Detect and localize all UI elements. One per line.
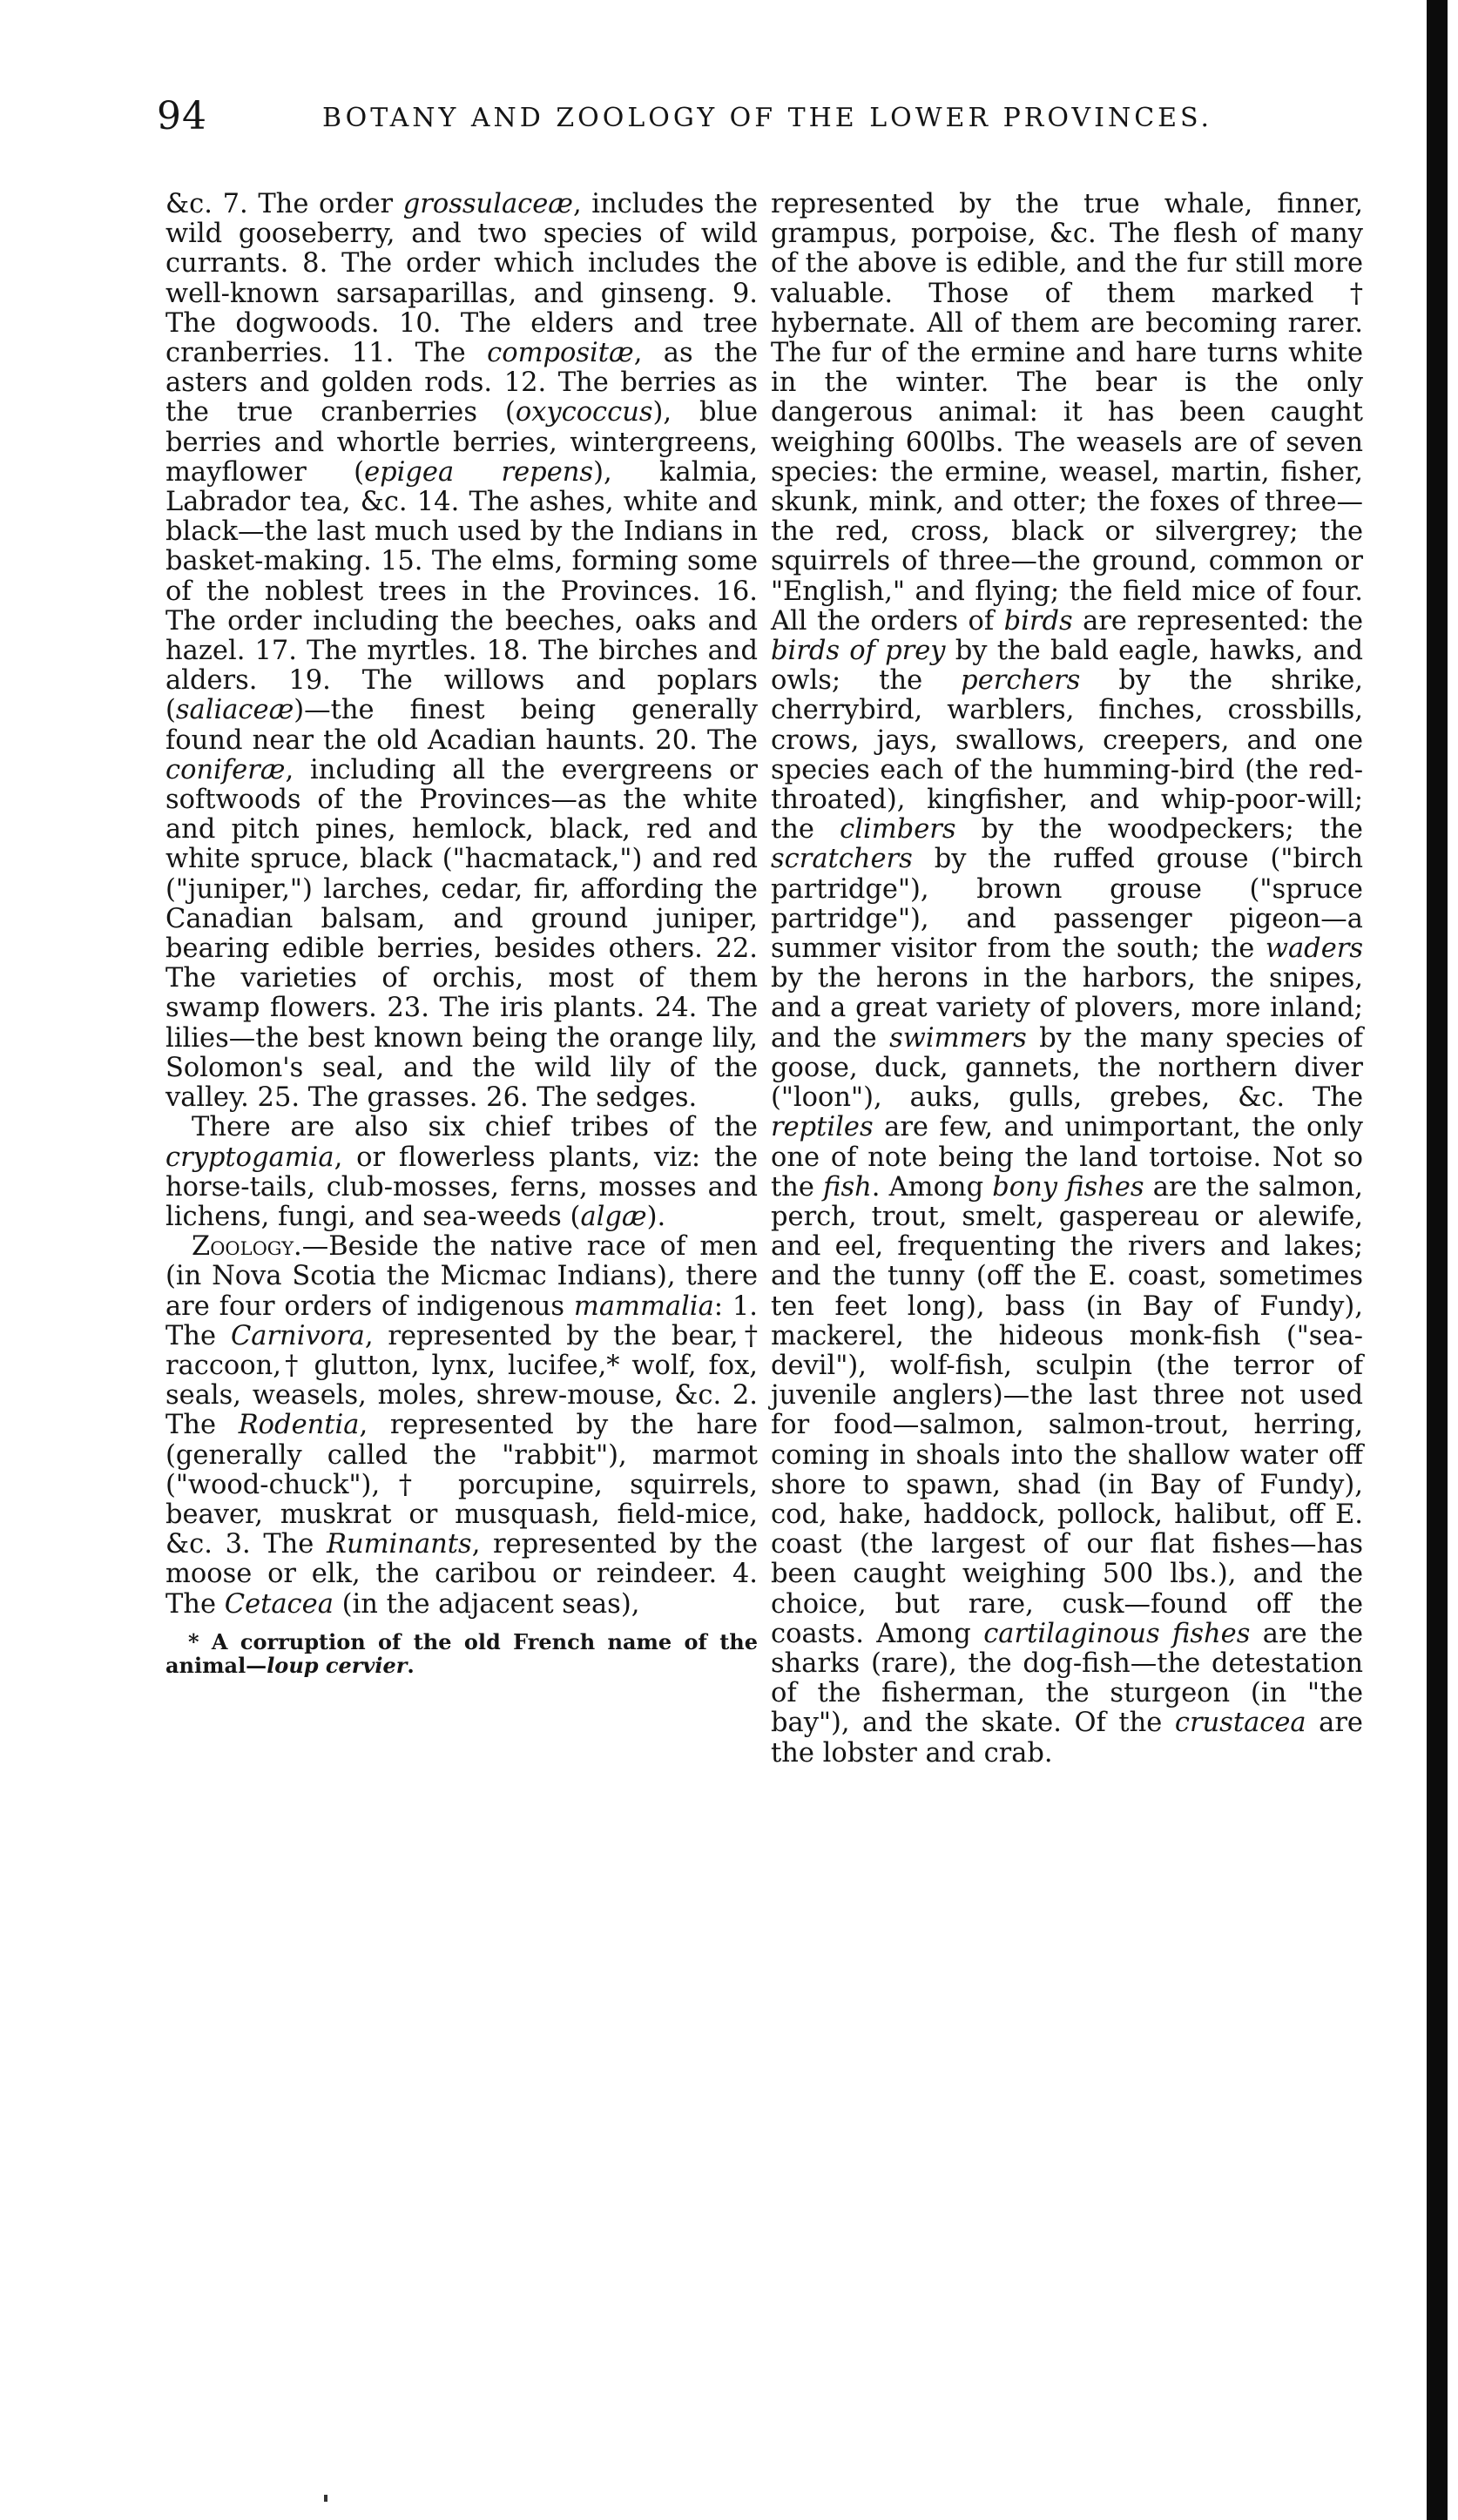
page-number: 94 bbox=[157, 94, 207, 138]
page-edge-shadow bbox=[1427, 0, 1448, 2520]
zoology-heading: Zoology. bbox=[192, 1231, 302, 1263]
footnote: * A corruption of the old French name of the animal—loup cervier. bbox=[165, 1628, 758, 1678]
running-title: BOTANY AND ZOOLOGY OF THE LOWER PROVINCES. bbox=[322, 103, 1213, 133]
print-speck bbox=[324, 2495, 327, 2502]
left-column bbox=[165, 190, 758, 1677]
right-column bbox=[771, 190, 1363, 1769]
botany-list-paragraph: &c. 7. The order grossulaceæ, includes the wild gooseberry, and two species of wild currants. 8. The order which includes the well-known sarsaparillas, and ginseng. 9. The dogwoods. 10. The elders and tree cranberries. 11. The compositæ, as the asters and golden rods. 12. The berries as the true cranberries (oxycoccus), blue berries and whortle berries, wintergreens, mayflower (epigea repens), kalmia, Labrador tea, &c. 14. The ashes, white and black—the last much used by the Indians in basket-making. 15. The elms, forming some of the noblest trees in the Provinces. 16. The order including the beeches, oaks and hazel. 17. The myrtles. 18. The birches and alders. 19. The willows and poplars (saliaceæ)—the finest being generally found near the old Acadian haunts. 20. The coniferæ, including all the evergreens or softwoods of the Provinces—as the white and pitch pines, hemlock, black, red and white spruce, black ("hacmatack,") and red ("juniper,") larches, cedar, fir, affording the Canadian balsam, and ground juniper, bearing edible berries, besides others. 22. The varieties of orchis, most of them swamp flowers. 23. The iris plants. 24. The lilies—the best known being the orange lily, Solomon's seal, and the wild lily of the valley. 25. The grasses. 26. The sedges. bbox=[165, 189, 759, 1114]
cryptogamia-paragraph: There are also six chief tribes of the cryptogamia, or flowerless plants, viz: the horse-tails, club-mosses, ferns, mosses and lichens, fungi, and sea-weeds (algæ). bbox=[165, 1112, 758, 1232]
page-header bbox=[148, 94, 1394, 146]
fauna-paragraph: represented by the true whale, finner, grampus, porpoise, &c. The flesh of many of the above is edible, and the fur still more valuable. Those of them marked † hybernate. All of them are becoming rarer. The fur of the ermine and hare turns white in the winter. The bear is the only dangerous animal: it has been caught weighing 600lbs. The weasels are of seven species: the ermine, weasel, martin, fisher, skunk, mink, and otter; the foxes of three—the red, cross, black or silvergrey; the squirrels of three—the ground, common or "English," and flying; the field mice of four. All the orders of birds are represented: the birds of prey by the bald eagle, hawks, and owls; the perchers by the shrike, cherrybird, warblers, finches, crossbills, crows, jays, swallows, creepers, and one species each of the humming-bird (the red-throated), kingfisher, and whip-poor-will; the climbers by the woodpeckers; the scratchers by the ruffed grouse ("birch partridge"), brown grouse ("spruce partridge"), and passenger pigeon—a summer visitor from the south; the waders by the herons in the harbors, the snipes, and a great variety of plovers, more inland; and the swimmers by the many species of goose, duck, gannets, the northern diver ("loon"), auks, gulls, grebes, &c. The reptiles are few, and unimportant, the only one of note being the land tortoise. Not so the fish. Among bony fishes are the salmon, perch, trout, smelt, gaspereau or alewife, and eel, frequenting the rivers and lakes; and the tunny (off the E. coast, sometimes ten feet long), bass (in Bay of Fundy), mackerel, the hideous monk-fish ("sea-devil"), wolf-fish, sculpin (the terror of juvenile anglers)—the last three not used for food—salmon, salmon-trout, herring, coming in shoals into the shallow water off shore to spawn, shad (in Bay of Fundy), cod, hake, haddock, pollock, halibut, off E. coast (the largest of our flat fishes—has been caught weighing 500 lbs.), and the choice, but rare, cusk—found off the coasts. Among cartilaginous fishes are the sharks (rare), the dog-fish—the detestation of the fisherman, the sturgeon (in "the bay"), and the skate. Of the crustacea are the lobster and crab. bbox=[771, 189, 1364, 1769]
zoology-paragraph: Zoology.—Beside the native race of men (in Nova Scotia the Micmac Indians), there are four orders of indigenous mammalia: 1. The Carnivora, represented by the bear,† raccoon,† glutton, lynx, lucifee,* wolf, fox, seals, weasels, moles, shrew-mouse, &c. 2. The Rodentia, represented by the hare (generally called the "rabbit"), marmot ("wood-chuck"),† porcupine, squirrels, beaver, muskrat or musquash, field-mice, &c. 3. The Ruminants, represented by the moose or elk, the caribou or reindeer. 4. The Cetacea (in the adjacent seas), bbox=[165, 1231, 758, 1620]
